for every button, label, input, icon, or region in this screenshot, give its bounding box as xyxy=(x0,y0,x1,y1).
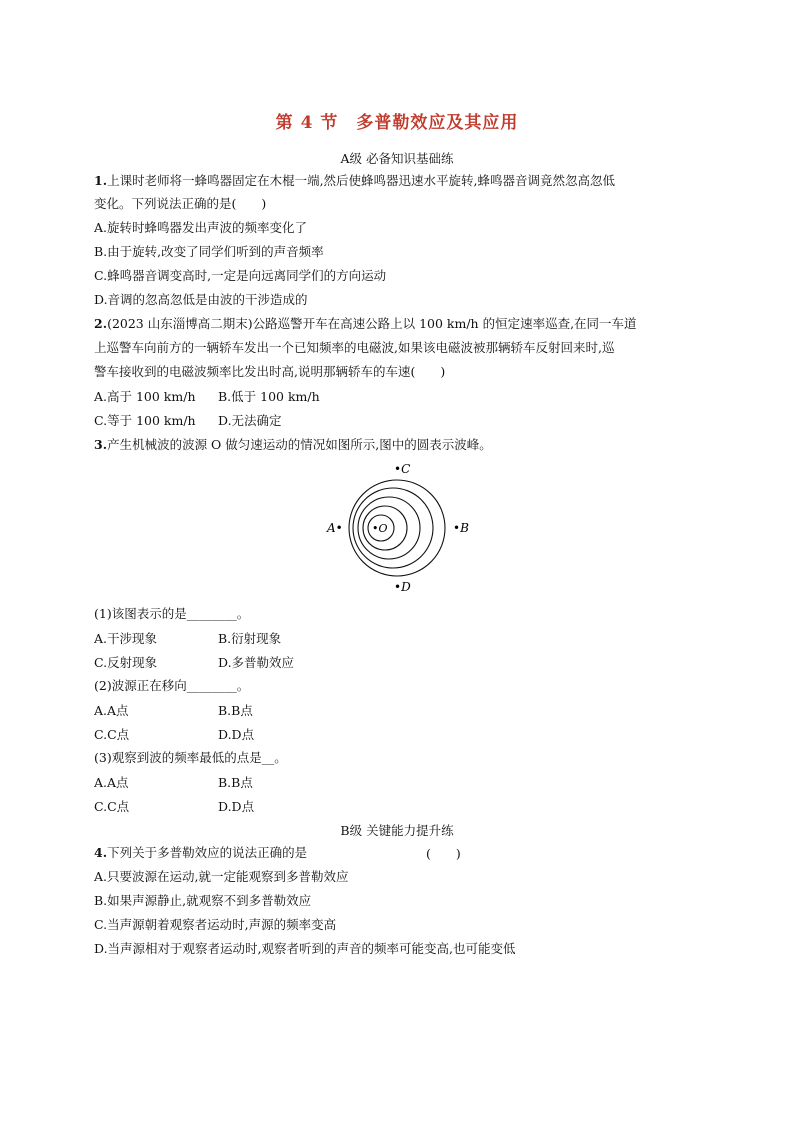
q3-sub1-option-c: C.反射现象 xyxy=(94,655,158,670)
q4-line1 xyxy=(94,844,307,862)
point-b-label: •B xyxy=(453,521,469,535)
q4-stem: 下列关于多普勒效应的说法正确的是 xyxy=(107,845,308,860)
q1-option-b: B.由于旋转,改变了同学们听到的声音频率 xyxy=(94,244,324,259)
wavefront-2 xyxy=(353,488,433,568)
q1-number: 1. xyxy=(94,173,108,188)
q2-line1 xyxy=(94,315,637,333)
q3-sub2-option-c: C.C点 xyxy=(94,727,130,742)
q1-line1 xyxy=(94,172,615,190)
q2-option-b: B.低于 100 km/h xyxy=(218,389,320,404)
q2-number: 2. xyxy=(94,316,108,331)
q1-option-c: C.蜂鸣器音调变高时,一定是向远离同学们的方向运动 xyxy=(94,268,387,283)
q3-number: 3. xyxy=(94,437,108,452)
q3-sub3-option-a: A.A点 xyxy=(94,775,129,790)
q3-sub3-option-d: D.D点 xyxy=(218,799,255,814)
q2-text-line2: 上巡警车向前方的一辆轿车发出一个已知频率的电磁波,如果该电磁波被那辆轿车反射回来时,巡 xyxy=(94,340,615,355)
q3-sub1: (1)该图表示的是________。 xyxy=(94,606,250,621)
point-d-label: •D xyxy=(394,580,411,594)
q3-sub1-option-b: B.衍射现象 xyxy=(218,631,282,646)
q4-answer-paren: ( ) xyxy=(426,846,461,861)
q3-sub2-option-a: A.A点 xyxy=(94,703,129,718)
q4-option-a: A.只要波源在运动,就一定能观察到多普勒效应 xyxy=(94,869,349,884)
q2-option-a: A.高于 100 km/h xyxy=(94,389,196,404)
q2-option-d: D.无法确定 xyxy=(218,413,282,428)
q3-sub1-option-d: D.多普勒效应 xyxy=(218,655,295,670)
q3-stem: 产生机械波的波源 O 做匀速运动的情况如图所示,图中的圆表示波峰。 xyxy=(107,437,492,452)
q2-option-c: C.等于 100 km/h xyxy=(94,413,196,428)
q3-sub1-option-a: A.干涉现象 xyxy=(94,631,158,646)
q3-line1 xyxy=(94,436,492,454)
point-o-label: •O xyxy=(372,522,388,535)
q1-option-a: A.旋转时蜂鸣器发出声波的频率变化了 xyxy=(94,220,308,235)
section-b-heading: B级 关键能力提升练 xyxy=(340,823,454,838)
q1-text-line2: 变化。下列说法正确的是( ) xyxy=(94,196,267,211)
q3-sub3: (3)观察到波的频率最低的点是__。 xyxy=(94,750,287,765)
q1-option-d: D.音调的忽高忽低是由波的干涉造成的 xyxy=(94,292,308,307)
q4-option-c: C.当声源朝着观察者运动时,声源的频率变高 xyxy=(94,917,337,932)
q3-sub2-option-b: B.B点 xyxy=(218,703,253,718)
q3-sub2: (2)波源正在移向________。 xyxy=(94,678,250,693)
point-a-label: A• xyxy=(327,521,343,535)
point-c-label: •C xyxy=(394,462,411,476)
q3-sub2-option-d: D.D点 xyxy=(218,727,255,742)
q1-text-line1: 上课时老师将一蜂鸣器固定在木棍一端,然后使蜂鸣器迅速水平旋转,蜂鸣器音调竟然忽高忽低 xyxy=(107,173,616,188)
q2-text-line1: (2023 山东淄博高二期末)公路巡警开车在高速公路上以 100 km/h 的恒定速率巡查,在同一车道 xyxy=(107,316,637,331)
section-a-heading: A级 必备知识基础练 xyxy=(340,151,454,166)
q4-option-b: B.如果声源静止,就观察不到多普勒效应 xyxy=(94,893,312,908)
q4-option-d: D.当声源相对于观察者运动时,观察者听到的声音的频率可能变高,也可能变低 xyxy=(94,941,516,956)
q4-number: 4. xyxy=(94,845,108,860)
q3-sub3-option-b: B.B点 xyxy=(218,775,253,790)
q3-sub3-option-c: C.C点 xyxy=(94,799,130,814)
page-title: 第 4 节 多普勒效应及其应用 xyxy=(275,113,519,133)
q2-text-line3: 警车接收到的电磁波频率比发出时高,说明那辆轿车的车速( ) xyxy=(94,364,446,379)
doppler-wave-figure xyxy=(320,458,480,598)
